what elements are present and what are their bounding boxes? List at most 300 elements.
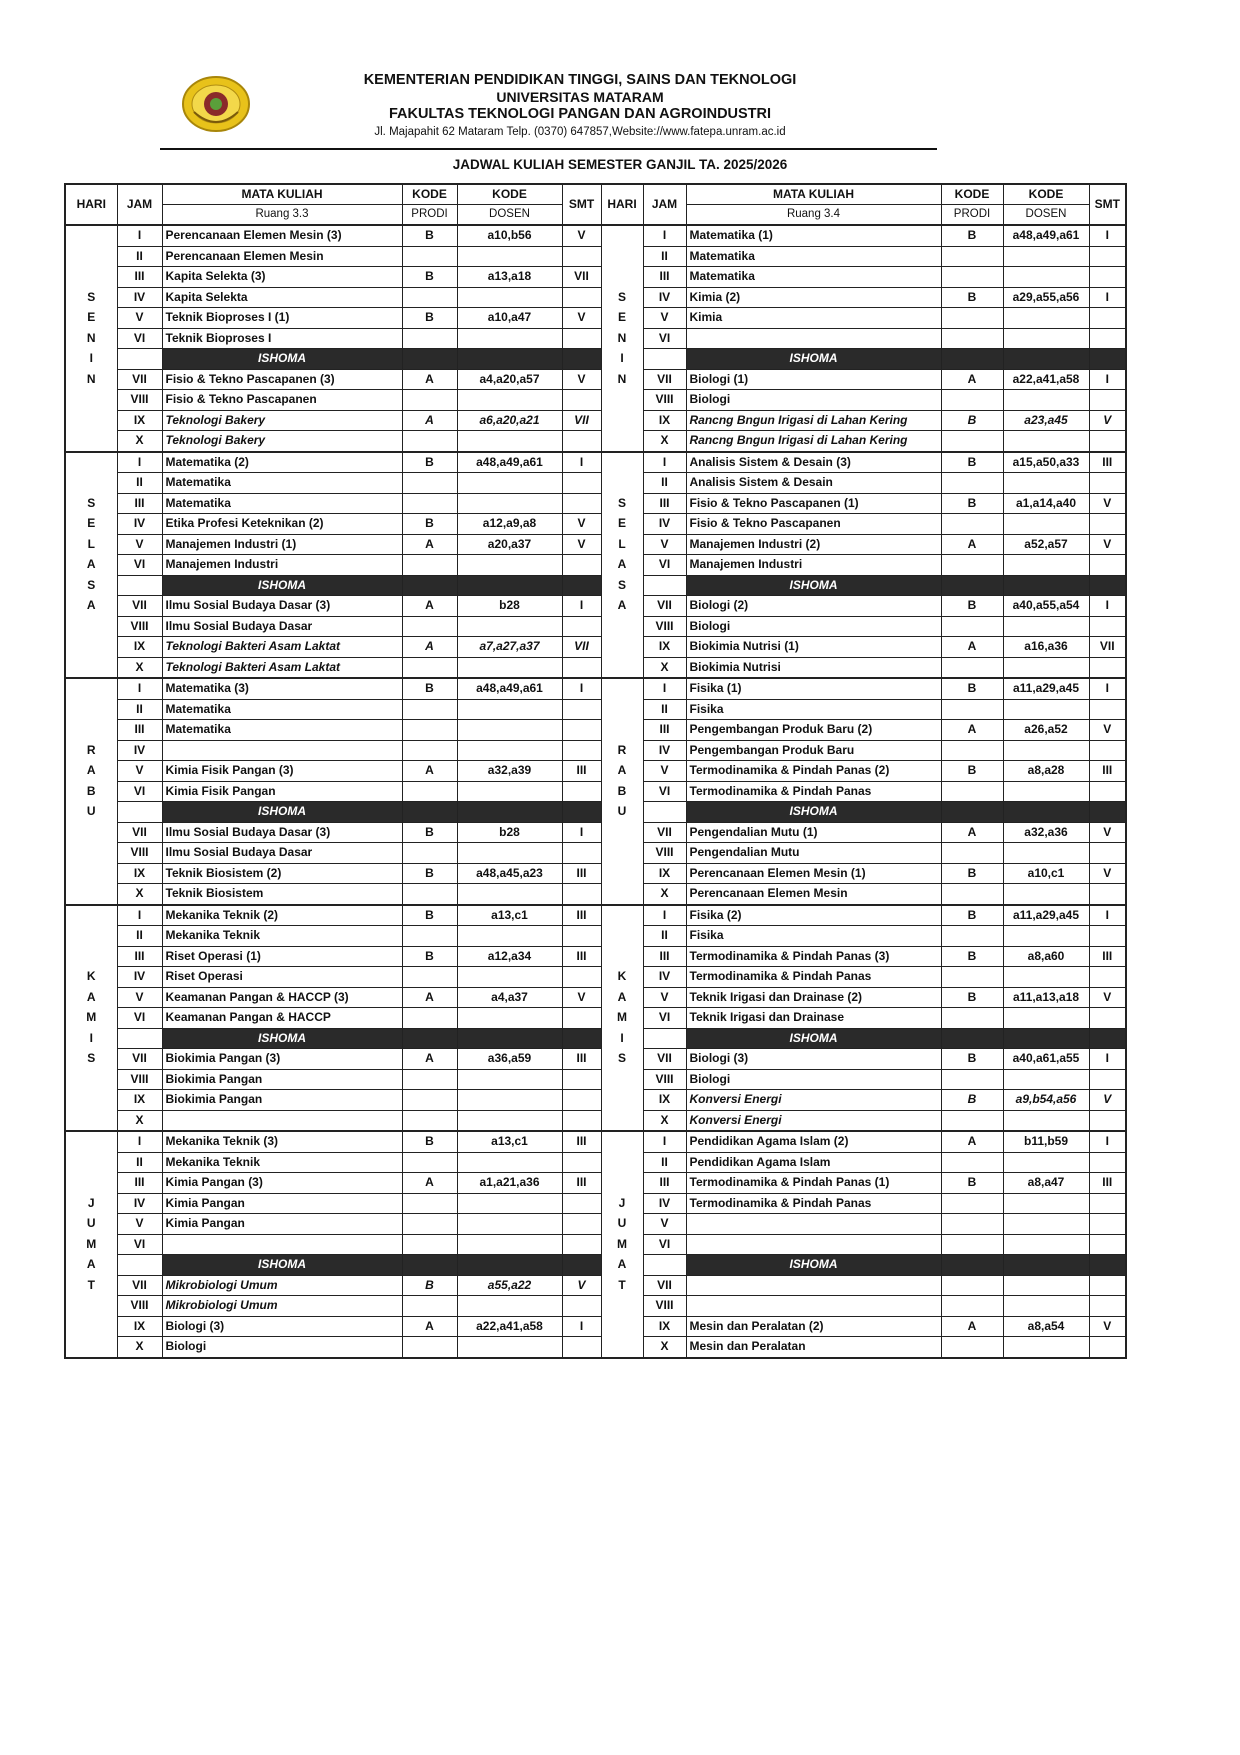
course-name-left: Kimia Pangan: [162, 1193, 402, 1214]
kode-prodi-left: [402, 1214, 457, 1235]
course-name-right: Fisio & Tekno Pascapanen: [686, 514, 941, 535]
jam-cell-right: [643, 575, 686, 596]
schedule-row: [65, 740, 1126, 761]
kode-prodi-left: [402, 720, 457, 741]
day-letter-left: [65, 225, 117, 246]
course-name-left: Mekanika Teknik (3): [162, 1131, 402, 1152]
semester-right: [1089, 926, 1126, 947]
semester-right: I: [1089, 905, 1126, 926]
kode-prodi-left: [402, 287, 457, 308]
jam-cell-left: III: [117, 946, 162, 967]
kode-dosen-right: [1003, 308, 1089, 329]
kode-prodi-right: B: [941, 905, 1003, 926]
kode-dosen-left: a1,a21,a36: [457, 1173, 562, 1194]
col-smt-right: SMT: [1089, 184, 1126, 225]
semester-right: I: [1089, 225, 1126, 246]
course-name-left: Kapita Selekta: [162, 287, 402, 308]
kode-dosen-left: [457, 720, 562, 741]
jam-cell-left: II: [117, 699, 162, 720]
kode-dosen-left: [457, 699, 562, 720]
day-letter-right: [601, 699, 643, 720]
jam-cell-left: X: [117, 884, 162, 905]
semester-left: [562, 493, 601, 514]
day-letter-right: [601, 884, 643, 905]
ishoma-fill-left: [562, 802, 601, 823]
day-letter-right: [601, 473, 643, 494]
ishoma-fill-right: [941, 802, 1003, 823]
course-name-left: Matematika: [162, 493, 402, 514]
course-name-right: Kimia (2): [686, 287, 941, 308]
course-name-left: Mikrobiologi Umum: [162, 1296, 402, 1317]
semester-left: III: [562, 1131, 601, 1152]
day-letter-left: M: [65, 1234, 117, 1255]
schedule-row: [65, 1131, 1126, 1152]
course-name-left: [162, 1234, 402, 1255]
course-name-right: Teknik Irigasi dan Drainase (2): [686, 987, 941, 1008]
schedule-row: [65, 1173, 1126, 1194]
ishoma-row: [65, 802, 1126, 823]
jam-cell-right: IV: [643, 967, 686, 988]
ishoma-fill-right: [941, 1028, 1003, 1049]
kode-dosen-left: a48,a45,a23: [457, 863, 562, 884]
semester-left: [562, 884, 601, 905]
semester-right: [1089, 246, 1126, 267]
semester-right: V: [1089, 1316, 1126, 1337]
kode-prodi-left: [402, 616, 457, 637]
schedule-row: [65, 493, 1126, 514]
ishoma-row: [65, 349, 1126, 370]
semester-left: [562, 328, 601, 349]
schedule-row: [65, 616, 1126, 637]
kode-dosen-right: a40,a61,a55: [1003, 1049, 1089, 1070]
day-letter-left: [65, 410, 117, 431]
semester-left: V: [562, 369, 601, 390]
kode-dosen-left: [457, 1193, 562, 1214]
course-name-left: Biokimia Pangan: [162, 1069, 402, 1090]
schedule-row: [65, 473, 1126, 494]
jam-cell-right: II: [643, 699, 686, 720]
jam-cell-left: IX: [117, 637, 162, 658]
schedule-row: [65, 637, 1126, 658]
jam-cell-left: VIII: [117, 1296, 162, 1317]
semester-right: [1089, 514, 1126, 535]
kode-dosen-left: b28: [457, 596, 562, 617]
semester-right: [1089, 740, 1126, 761]
kode-dosen-right: a1,a14,a40: [1003, 493, 1089, 514]
kode-dosen-left: [457, 390, 562, 411]
semester-right: V: [1089, 534, 1126, 555]
kode-dosen-left: a48,a49,a61: [457, 678, 562, 699]
semester-right: III: [1089, 1173, 1126, 1194]
course-name-left: Mekanika Teknik: [162, 1152, 402, 1173]
course-name-right: Biologi: [686, 616, 941, 637]
kode-prodi-left: [402, 328, 457, 349]
jam-cell-right: III: [643, 493, 686, 514]
kode-prodi-left: A: [402, 596, 457, 617]
jam-cell-left: VII: [117, 822, 162, 843]
course-name-left: Teknik Bioproses I: [162, 328, 402, 349]
col-jam-left: JAM: [117, 184, 162, 225]
semester-right: [1089, 390, 1126, 411]
day-letter-right: [601, 843, 643, 864]
semester-right: I: [1089, 678, 1126, 699]
day-letter-right: [601, 637, 643, 658]
kode-dosen-left: [457, 431, 562, 452]
jam-cell-right: [643, 1255, 686, 1276]
day-letter-right: B: [601, 781, 643, 802]
ishoma-fill-left: [402, 349, 457, 370]
jam-cell-right: VII: [643, 1049, 686, 1070]
schedule-row: [65, 514, 1126, 535]
kode-dosen-left: [457, 657, 562, 678]
day-letter-left: [65, 637, 117, 658]
jam-cell-left: IV: [117, 514, 162, 535]
kode-prodi-right: B: [941, 493, 1003, 514]
kode-prodi-right: B: [941, 596, 1003, 617]
semester-left: III: [562, 946, 601, 967]
kode-prodi-left: [402, 1110, 457, 1131]
jam-cell-right: IX: [643, 410, 686, 431]
kode-dosen-right: [1003, 781, 1089, 802]
schedule-row: [65, 926, 1126, 947]
kode-dosen-left: [457, 1008, 562, 1029]
jam-cell-left: V: [117, 308, 162, 329]
course-name-right: Fisika: [686, 926, 941, 947]
day-letter-left: N: [65, 369, 117, 390]
kode-prodi-right: [941, 740, 1003, 761]
schedule-row: [65, 452, 1126, 473]
course-name-left: Keamanan Pangan & HACCP (3): [162, 987, 402, 1008]
course-name-left: Kimia Fisik Pangan (3): [162, 761, 402, 782]
ishoma-label-right: ISHOMA: [686, 349, 941, 370]
kode-dosen-right: [1003, 514, 1089, 535]
ishoma-label-right: ISHOMA: [686, 575, 941, 596]
ishoma-fill-right: [1089, 349, 1126, 370]
col-hari-left: HARI: [65, 184, 117, 225]
semester-right: III: [1089, 761, 1126, 782]
course-name-right: Pengembangan Produk Baru (2): [686, 720, 941, 741]
day-letter-right: [601, 657, 643, 678]
day-letter-left: [65, 863, 117, 884]
semester-left: VII: [562, 410, 601, 431]
col-dosen-right: DOSEN: [1003, 205, 1089, 226]
jam-cell-left: VIII: [117, 616, 162, 637]
kode-dosen-left: a32,a39: [457, 761, 562, 782]
jam-cell-left: V: [117, 761, 162, 782]
schedule-title: JADWAL KULIAH SEMESTER GANJIL TA. 2025/2026: [452, 157, 788, 172]
kode-dosen-left: a6,a20,a21: [457, 410, 562, 431]
kode-prodi-left: A: [402, 369, 457, 390]
day-letter-right: R: [601, 740, 643, 761]
day-letter-right: [601, 822, 643, 843]
course-name-right: [686, 1234, 941, 1255]
course-name-left: Kapita Selekta (3): [162, 267, 402, 288]
jam-cell-left: IX: [117, 410, 162, 431]
kode-prodi-left: B: [402, 905, 457, 926]
jam-cell-right: VIII: [643, 390, 686, 411]
course-name-right: Biologi (2): [686, 596, 941, 617]
day-letter-right: [601, 1069, 643, 1090]
schedule-row: [65, 657, 1126, 678]
kode-dosen-right: [1003, 1008, 1089, 1029]
jam-cell-left: X: [117, 431, 162, 452]
course-name-right: Termodinamika & Pindah Panas: [686, 781, 941, 802]
kode-prodi-left: [402, 1008, 457, 1029]
jam-cell-right: V: [643, 534, 686, 555]
kode-prodi-left: A: [402, 761, 457, 782]
day-letter-right: S: [601, 287, 643, 308]
semester-left: VII: [562, 637, 601, 658]
day-letter-left: [65, 1131, 117, 1152]
kode-dosen-left: [457, 473, 562, 494]
day-letter-left: A: [65, 987, 117, 1008]
semester-right: V: [1089, 493, 1126, 514]
ishoma-fill-left: [562, 1028, 601, 1049]
day-letter-right: E: [601, 514, 643, 535]
jam-cell-right: III: [643, 720, 686, 741]
course-name-right: Biokimia Nutrisi (1): [686, 637, 941, 658]
kode-dosen-left: [457, 740, 562, 761]
kode-dosen-right: [1003, 657, 1089, 678]
day-letter-right: A: [601, 596, 643, 617]
schedule-row: [65, 987, 1126, 1008]
course-name-left: Kimia Pangan (3): [162, 1173, 402, 1194]
semester-right: [1089, 308, 1126, 329]
kode-dosen-right: b11,b59: [1003, 1131, 1089, 1152]
jam-cell-left: I: [117, 225, 162, 246]
room-left: Ruang 3.3: [162, 205, 402, 226]
kode-dosen-right: a48,a49,a61: [1003, 225, 1089, 246]
semester-right: [1089, 657, 1126, 678]
kode-prodi-left: A: [402, 534, 457, 555]
ishoma-label-left: ISHOMA: [162, 1028, 402, 1049]
col-smt-left: SMT: [562, 184, 601, 225]
kode-prodi-right: [941, 514, 1003, 535]
schedule-row: [65, 596, 1126, 617]
semester-left: [562, 843, 601, 864]
ministry-name: KEMENTERIAN PENDIDIKAN TINGGI, SAINS DAN TEKNOLOGI: [363, 72, 797, 88]
ishoma-fill-right: [1089, 1028, 1126, 1049]
schedule-row: [65, 390, 1126, 411]
ishoma-label-left: ISHOMA: [162, 349, 402, 370]
course-name-right: Analisis Sistem & Desain (3): [686, 452, 941, 473]
kode-prodi-left: [402, 431, 457, 452]
day-letter-right: A: [601, 1255, 643, 1276]
jam-cell-right: I: [643, 452, 686, 473]
jam-cell-right: V: [643, 761, 686, 782]
semester-left: I: [562, 822, 601, 843]
day-letter-right: A: [601, 761, 643, 782]
day-letter-right: [601, 863, 643, 884]
kode-prodi-left: B: [402, 452, 457, 473]
kode-prodi-right: B: [941, 761, 1003, 782]
day-letter-left: [65, 431, 117, 452]
ishoma-fill-left: [457, 1028, 562, 1049]
schedule-row: [65, 534, 1126, 555]
course-name-left: Teknik Biosistem: [162, 884, 402, 905]
semester-right: [1089, 473, 1126, 494]
semester-left: [562, 699, 601, 720]
semester-left: [562, 1193, 601, 1214]
schedule-row: [65, 761, 1126, 782]
faculty-address: Jl. Majapahit 62 Mataram Telp. (0370) 647857,Website://www.fatepa.unram.ac.id: [374, 126, 786, 138]
day-letter-left: [65, 246, 117, 267]
jam-cell-left: IV: [117, 967, 162, 988]
course-name-right: Manajemen Industri (2): [686, 534, 941, 555]
course-name-left: Ilmu Sosial Budaya Dasar: [162, 616, 402, 637]
kode-prodi-left: B: [402, 308, 457, 329]
kode-prodi-right: [941, 1296, 1003, 1317]
course-name-left: Teknologi Bakteri Asam Laktat: [162, 637, 402, 658]
jam-cell-right: IX: [643, 1090, 686, 1111]
day-letter-right: [601, 267, 643, 288]
university-logo: [180, 74, 252, 134]
schedule-row: [65, 822, 1126, 843]
kode-dosen-left: a10,b56: [457, 225, 562, 246]
day-letter-right: U: [601, 802, 643, 823]
semester-right: [1089, 884, 1126, 905]
kode-prodi-left: B: [402, 1275, 457, 1296]
course-name-right: Termodinamika & Pindah Panas (2): [686, 761, 941, 782]
day-letter-right: S: [601, 493, 643, 514]
kode-dosen-right: a52,a57: [1003, 534, 1089, 555]
semester-left: [562, 926, 601, 947]
day-letter-left: [65, 843, 117, 864]
schedule-row: [65, 1296, 1126, 1317]
course-name-right: Biokimia Nutrisi: [686, 657, 941, 678]
semester-right: I: [1089, 1131, 1126, 1152]
kode-dosen-left: [457, 967, 562, 988]
jam-cell-left: VIII: [117, 390, 162, 411]
course-name-right: [686, 328, 941, 349]
semester-right: [1089, 1214, 1126, 1235]
day-letter-right: [601, 1152, 643, 1173]
jam-cell-left: V: [117, 534, 162, 555]
jam-cell-left: X: [117, 1110, 162, 1131]
kode-dosen-left: [457, 843, 562, 864]
kode-prodi-left: [402, 1337, 457, 1358]
day-letter-left: A: [65, 596, 117, 617]
course-name-left: Mekanika Teknik: [162, 926, 402, 947]
course-name-right: [686, 1214, 941, 1235]
kode-prodi-right: [941, 843, 1003, 864]
kode-dosen-left: a7,a27,a37: [457, 637, 562, 658]
schedule-row: [65, 1214, 1126, 1235]
semester-left: I: [562, 1316, 601, 1337]
kode-dosen-right: [1003, 843, 1089, 864]
day-letter-left: M: [65, 1008, 117, 1029]
kode-prodi-right: [941, 267, 1003, 288]
ishoma-row: [65, 575, 1126, 596]
kode-prodi-left: B: [402, 863, 457, 884]
jam-cell-right: [643, 802, 686, 823]
semester-left: [562, 616, 601, 637]
jam-cell-right: IX: [643, 863, 686, 884]
semester-left: [562, 720, 601, 741]
kode-prodi-left: B: [402, 822, 457, 843]
col-jam-right: JAM: [643, 184, 686, 225]
kode-dosen-right: [1003, 1275, 1089, 1296]
semester-left: V: [562, 1275, 601, 1296]
schedule-body: [65, 225, 1126, 1358]
semester-right: V: [1089, 720, 1126, 741]
jam-cell-right: I: [643, 1131, 686, 1152]
ishoma-fill-right: [941, 349, 1003, 370]
kode-prodi-right: A: [941, 720, 1003, 741]
ishoma-fill-left: [402, 1255, 457, 1276]
jam-cell-right: X: [643, 1110, 686, 1131]
semester-left: [562, 1069, 601, 1090]
kode-prodi-left: B: [402, 514, 457, 535]
semester-right: [1089, 843, 1126, 864]
semester-right: V: [1089, 987, 1126, 1008]
kode-dosen-left: [457, 246, 562, 267]
day-letter-left: E: [65, 514, 117, 535]
day-letter-left: [65, 473, 117, 494]
kode-dosen-left: [457, 1110, 562, 1131]
jam-cell-left: IV: [117, 287, 162, 308]
course-name-right: Pengembangan Produk Baru: [686, 740, 941, 761]
semester-right: [1089, 967, 1126, 988]
day-letter-left: R: [65, 740, 117, 761]
day-letter-right: I: [601, 349, 643, 370]
day-letter-left: N: [65, 328, 117, 349]
ishoma-label-right: ISHOMA: [686, 1028, 941, 1049]
day-letter-left: K: [65, 967, 117, 988]
kode-prodi-left: [402, 699, 457, 720]
semester-right: [1089, 1008, 1126, 1029]
kode-prodi-right: [941, 1214, 1003, 1235]
university-name: UNIVERSITAS MATARAM: [496, 89, 664, 105]
schedule-row: [65, 1337, 1126, 1358]
kode-prodi-left: A: [402, 1173, 457, 1194]
course-name-left: Perencanaan Elemen Mesin: [162, 246, 402, 267]
jam-cell-right: X: [643, 657, 686, 678]
kode-prodi-right: [941, 1069, 1003, 1090]
course-name-left: Biokimia Pangan: [162, 1090, 402, 1111]
semester-right: [1089, 328, 1126, 349]
semester-right: [1089, 616, 1126, 637]
kode-dosen-right: [1003, 1234, 1089, 1255]
course-name-right: Rancng Bngun Irigasi di Lahan Kering: [686, 410, 941, 431]
kode-dosen-left: [457, 1152, 562, 1173]
jam-cell-left: VI: [117, 1008, 162, 1029]
jam-cell-right: V: [643, 1214, 686, 1235]
day-letter-right: S: [601, 575, 643, 596]
kode-dosen-left: a36,a59: [457, 1049, 562, 1070]
kode-dosen-right: [1003, 267, 1089, 288]
semester-right: [1089, 267, 1126, 288]
ishoma-label-left: ISHOMA: [162, 1255, 402, 1276]
course-name-left: Teknik Biosistem (2): [162, 863, 402, 884]
course-name-right: Mesin dan Peralatan: [686, 1337, 941, 1358]
day-letter-left: [65, 699, 117, 720]
jam-cell-left: IX: [117, 1090, 162, 1111]
kode-dosen-left: [457, 1214, 562, 1235]
course-name-left: Matematika (3): [162, 678, 402, 699]
day-letter-left: [65, 905, 117, 926]
day-letter-right: M: [601, 1234, 643, 1255]
col-mata-kuliah-right: MATA KULIAH: [686, 184, 941, 205]
kode-prodi-left: B: [402, 267, 457, 288]
kode-dosen-right: [1003, 926, 1089, 947]
kode-dosen-right: [1003, 1337, 1089, 1358]
ishoma-fill-left: [457, 575, 562, 596]
kode-dosen-left: [457, 1337, 562, 1358]
day-letter-left: U: [65, 802, 117, 823]
jam-cell-right: X: [643, 431, 686, 452]
semester-right: [1089, 1110, 1126, 1131]
